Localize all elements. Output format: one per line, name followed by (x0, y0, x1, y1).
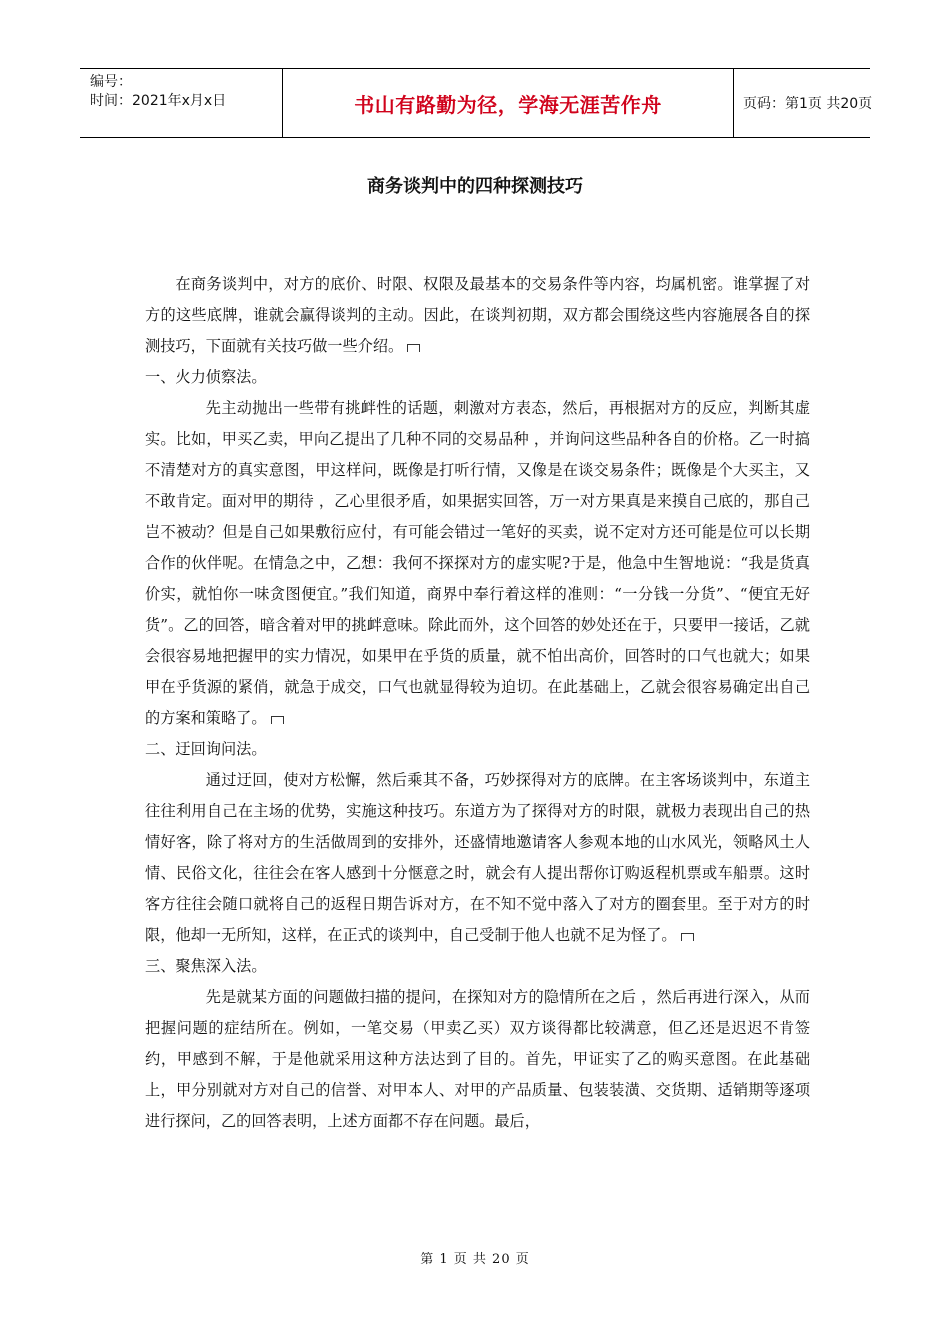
header-page-info: 页码：第1页 共20页 (743, 96, 873, 112)
intro-paragraph (145, 269, 810, 362)
section2-text: 通过迂回，使对方松懈，然后乘其不备，巧妙探得对方的底牌。在主客场谈判中，东道主往往利用自己在主场的优势，实施这种技巧。东道方为了探得对方的时限，就极力表现出自己的热情好客，除了将对方的生活做周到的安排外，还盛情地邀请客人参观本地的山水风光，领略风土人情、民俗文化，往往会在客人感到十分惬意之时，就会有人提出帮你订购返程机票或车船票。这时客方往往会随口就将自己的返程日期告诉对方，在不知不觉中落入了对方的圈套里。至于对方的时限，他却一无所知，这样，在正式的谈判中，自己受制于他人也就不足为怪了。 (145, 771, 810, 944)
section1-heading: 一、火力侦察法。 (145, 368, 267, 386)
intro-text: 在商务谈判中，对方的底价、时限、权限及最基本的交易条件等内容，均属机密。谁掌握了对方的这些底牌，谁就会赢得谈判的主动。因此，在谈判初期，双方都会围绕这些内容施展各自的探测技巧，下面就有关技巧做一些介绍。 (145, 275, 810, 355)
paragraph-mark-icon (271, 716, 284, 724)
page-footer: 第 1 页 共 20 页 (420, 1252, 530, 1267)
paragraph-mark-icon (407, 344, 420, 352)
number-label: 编号： (90, 74, 132, 90)
header-meta (80, 69, 282, 137)
section2-paragraph (145, 765, 810, 951)
document-body (145, 269, 810, 1137)
paragraph-mark-icon (681, 933, 694, 941)
section1-paragraph (145, 393, 810, 734)
section3-heading: 三、聚焦深入法。 (145, 957, 267, 975)
document-header (80, 68, 873, 138)
time-label: 时间：2021年x月x日 (90, 93, 227, 109)
document-title: 商务谈判中的四种探测技巧 (367, 176, 583, 197)
section1-text: 先主动抛出一些带有挑衅性的话题，刺激对方表态，然后，再根据对方的反应，判断其虚实。比如，甲买乙卖，甲向乙提出了几种不同的交易品种 ，并询问这些品种各自的价格。乙一时搞不清楚对方的真实意图，甲这样问，既像是打听行情，又像是在谈交易条件；既像是个大买主，又不敢肯定。面对甲的期待 ，乙心里很矛盾，如果据实回答，万一对方果真是来摸自己底的，那自己岂不被动？但是自己如果敷衍应付，有可能会错过一笔好的买卖，说不定对方还可能是位可以长期合作的伙伴呢。在情急之中，乙想：我何不探探对方的虚实呢?于是，他急中生智地说：“我是货真价实，就怕你一味贪图便宜。”我们知道，商界中奉行着这样的准则：“一分钱一分货”、“便宜无好货”。乙的回答，暗含着对甲的挑衅意味。除此而外，这个回答的妙处还在于，只要甲一接话，乙就会很容易地把握甲的实力情况，如果甲在乎货的质量，就不怕出高价，回答时的口气也就大；如果甲在乎货源的紧俏，就急于成交，口气也就显得较为迫切。在此基础上，乙就会很容易确定出自己的方案和策略了。 (145, 399, 810, 727)
section2-heading: 二、迂回询问法。 (145, 740, 267, 758)
section3-paragraph: 先是就某方面的问题做扫描的提问，在探知对方的隐情所在之后 ，然后再进行深入，从而把握问题的症结所在。例如，一笔交易（甲卖乙买）双方谈得都比较满意，但乙还是迟迟不肯签约，甲感到不解，于是他就采用这种方法达到了目的。首先，甲证实了乙的购买意图。在此基础上，甲分别就对方对自己的信誉、对甲本人、对甲的产品质量、包装装潢、交货期、适销期等逐项进行探问，乙的回答表明，上述方面都不存在问题。最后， (145, 988, 810, 1130)
header-motto: 书山有路勤为径，学海无涯苦作舟 (282, 69, 734, 137)
